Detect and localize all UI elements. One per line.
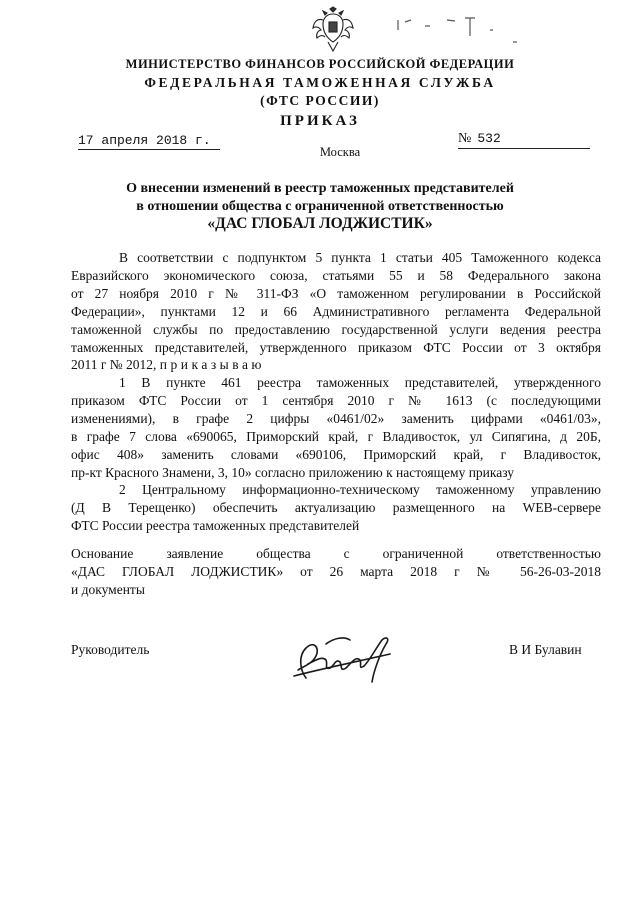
paragraph-line: от 27 ноября 2010 г № 311-ФЗ «О таможенном регулировании в Российской [71, 285, 601, 301]
paragraph-line [71, 356, 601, 374]
document-type: ПРИКАЗ [280, 113, 360, 129]
paragraph-line: 1 В пункте 461 реестра таможенных представителей, утвержденного [119, 375, 601, 390]
city: Москва [319, 145, 361, 159]
title-line-2: в отношении общества с ограниченной ответственностью [136, 199, 504, 214]
paragraph-line: ФТС России реестра таможенных представителей [71, 517, 360, 533]
basis-block [71, 545, 601, 599]
paragraph-line: изменениями), в графе 2 цифры «0461/02» заменить цифрами «0461/03», [71, 410, 601, 426]
paragraph-line: в графе 7 слова «690065, Приморский край, г Владивосток, ул Сипягина, д 20Б, [71, 428, 601, 444]
paragraph-line: таможенных представителей, утвержденного приказом ФТС России от 3 октября [71, 339, 601, 355]
signatory-name: В И Булавин [509, 642, 582, 657]
ministry-name: МИНИСТЕРСТВО ФИНАНСОВ РОССИЙСКОЙ ФЕДЕРАЦИИ [125, 57, 515, 71]
scan-marks [395, 16, 545, 46]
paragraph-line: Евразийского экономического союза, статьями 55 и 58 Федерального закона [71, 267, 601, 283]
paragraph-line: 2 Центральному информационно-техническому таможенному управлению [119, 482, 601, 497]
paragraph-line: офис 408» заменить словами «690106, Приморский край, г Владивосток, [71, 446, 601, 462]
preamble-paragraph [71, 249, 601, 374]
item-2-paragraph [71, 481, 601, 535]
basis-line: «ДАС ГЛОБАЛ ЛОДЖИСТИК» от 26 марта 2018 г № 56-26-03-2018 [71, 563, 601, 579]
paragraph-line: (Д В Терещенко) обеспечить актуализацию размещенного на WEB-сервере [71, 499, 601, 515]
basis-line: Основание заявление общества с ограниченной ответственностью [71, 546, 601, 561]
paragraph-line-prefix: 2011 г № 2012, [71, 357, 157, 373]
paragraph-line: Федерации», пунктами 12 и 66 Административного регламента Федеральной [71, 303, 601, 319]
item-1-paragraph [71, 374, 601, 481]
service-name: ФЕДЕРАЛЬНАЯ ТАМОЖЕННАЯ СЛУЖБА [144, 75, 496, 90]
paragraph-line: приказом ФТС России от 1 сентября 2010 г № 1613 (с последующими [71, 392, 601, 408]
paragraph-line: В соответствии с подпунктом 5 пункта 1 статьи 405 Таможенного кодекса [119, 250, 601, 265]
order-date: 17 апреля 2018 г. [78, 133, 220, 150]
coat-of-arms-icon [311, 6, 355, 54]
basis-line: и документы [71, 581, 145, 597]
order-keyword: приказываю [159, 357, 266, 373]
order-number: 532 [477, 131, 501, 146]
number-sign: № [458, 131, 472, 146]
title-line-1: О внесении изменений в реестр таможенных представителей [126, 181, 514, 196]
service-abbreviation: (ФТС РОССИИ) [260, 93, 380, 108]
signatory-role: Руководитель [71, 642, 150, 657]
paragraph-line: таможенной службы по предоставлению государственной услуги ведения реестра [71, 321, 601, 337]
title-line-3: «ДАС ГЛОБАЛ ЛОДЖИСТИК» [207, 215, 433, 232]
handwritten-signature [286, 626, 398, 688]
paragraph-line: пр-кт Красного Знамени, 3, 10» согласно приложению к настоящему приказу [71, 464, 515, 480]
